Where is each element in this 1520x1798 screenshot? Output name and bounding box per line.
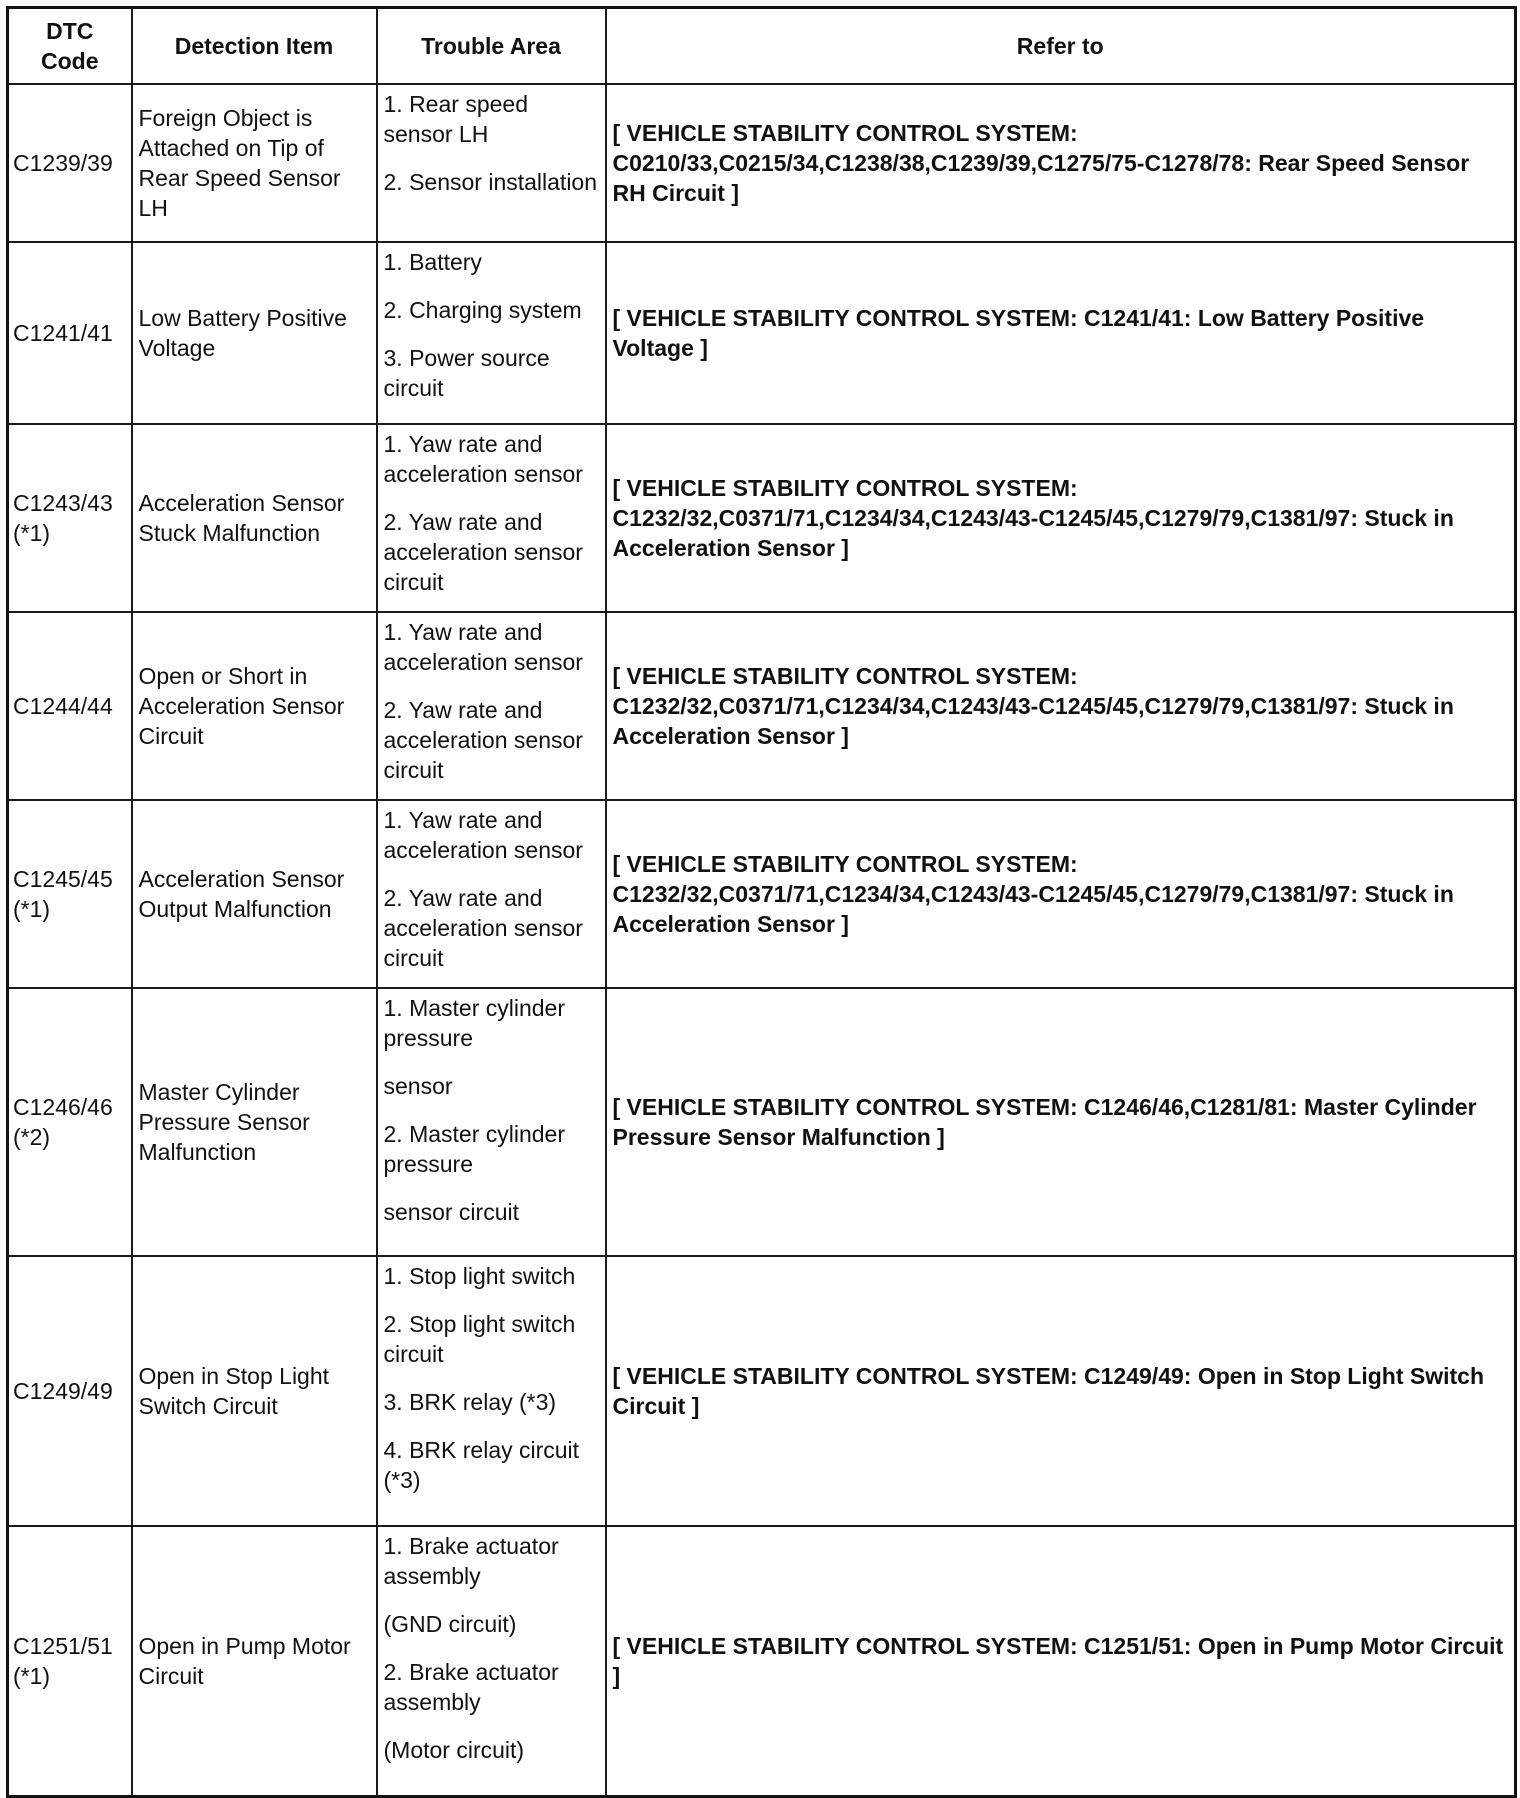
dtc-code-cell: C1245/45 (*1)	[8, 800, 132, 988]
trouble-area-cell	[377, 424, 606, 612]
header-dtc-code: DTC Code	[8, 8, 132, 85]
trouble-area-line: sensor circuit	[383, 1199, 519, 1225]
trouble-area-line: 2. Yaw rate and acceleration sensor circuit	[383, 885, 583, 971]
trouble-area-cell	[377, 242, 606, 424]
trouble-area-cell	[377, 1526, 606, 1796]
refer-to-link[interactable]: [ VEHICLE STABILITY CONTROL SYSTEM: C1232/32,C0371/71,C1234/34,C1243/43-C1245/45,C1279/79,C1381/97: Stuck in Acceleration Sensor ]	[606, 424, 1516, 612]
detection-item-cell: Foreign Object is Attached on Tip of Rear Speed Sensor LH	[132, 84, 377, 242]
refer-to-link[interactable]: [ VEHICLE STABILITY CONTROL SYSTEM: C1241/41: Low Battery Positive Voltage ]	[606, 242, 1516, 424]
trouble-area-line: 1. Stop light switch	[383, 1263, 576, 1289]
detection-item-cell: Acceleration Sensor Stuck Malfunction	[132, 424, 377, 612]
trouble-area-cell	[377, 1256, 606, 1526]
trouble-area-line: 2. Brake actuator assembly	[383, 1659, 559, 1715]
dtc-code-cell: C1251/51 (*1)	[8, 1526, 132, 1796]
dtc-code-cell: C1249/49	[8, 1256, 132, 1526]
detection-item-cell: Open or Short in Acceleration Sensor Circuit	[132, 612, 377, 800]
table-row	[8, 242, 1516, 424]
detection-item-cell: Acceleration Sensor Output Malfunction	[132, 800, 377, 988]
trouble-area-cell	[377, 84, 606, 242]
detection-item-cell: Open in Pump Motor Circuit	[132, 1526, 377, 1796]
detection-item-cell: Master Cylinder Pressure Sensor Malfunction	[132, 988, 377, 1256]
dtc-code-cell: C1244/44	[8, 612, 132, 800]
refer-to-link[interactable]: [ VEHICLE STABILITY CONTROL SYSTEM: C1249/49: Open in Stop Light Switch Circuit ]	[606, 1256, 1516, 1526]
trouble-area-line: sensor	[383, 1073, 453, 1099]
trouble-area-line: 1. Yaw rate and acceleration sensor	[383, 431, 583, 487]
trouble-area-line: 1. Master cylinder pressure	[383, 995, 566, 1051]
trouble-area-line: 1. Brake actuator assembly	[383, 1533, 559, 1589]
header-refer-to: Refer to	[606, 8, 1516, 85]
trouble-area-cell	[377, 612, 606, 800]
trouble-area-line: 1. Rear speed sensor LH	[383, 91, 528, 147]
trouble-area-line: 2. Yaw rate and acceleration sensor circuit	[383, 509, 583, 595]
trouble-area-line: 2. Charging system	[383, 297, 582, 323]
table-row	[8, 1256, 1516, 1526]
trouble-area-line: 2. Stop light switch circuit	[383, 1311, 576, 1367]
header-row	[8, 8, 1516, 85]
table-row	[8, 1526, 1516, 1796]
trouble-area-line: 2. Sensor installation	[383, 169, 598, 195]
dtc-code-cell: C1239/39	[8, 84, 132, 242]
refer-to-link[interactable]: [ VEHICLE STABILITY CONTROL SYSTEM: C1232/32,C0371/71,C1234/34,C1243/43-C1245/45,C1279/79,C1381/97: Stuck in Acceleration Sensor ]	[606, 612, 1516, 800]
trouble-area-line: 4. BRK relay circuit (*3)	[383, 1437, 580, 1493]
trouble-area-line: 1. Battery	[383, 249, 482, 275]
table-row	[8, 84, 1516, 242]
refer-to-link[interactable]: [ VEHICLE STABILITY CONTROL SYSTEM: C1246/46,C1281/81: Master Cylinder Pressure Sensor Malfunction ]	[606, 988, 1516, 1256]
trouble-area-line: (GND circuit)	[383, 1611, 517, 1637]
trouble-area-line: 2. Yaw rate and acceleration sensor circuit	[383, 697, 583, 783]
trouble-area-line: 3. BRK relay (*3)	[383, 1389, 557, 1415]
detection-item-cell: Open in Stop Light Switch Circuit	[132, 1256, 377, 1526]
dtc-table	[6, 6, 1517, 1798]
trouble-area-line: 2. Master cylinder pressure	[383, 1121, 566, 1177]
trouble-area-cell	[377, 988, 606, 1256]
refer-to-link[interactable]: [ VEHICLE STABILITY CONTROL SYSTEM: C1251/51: Open in Pump Motor Circuit ]	[606, 1526, 1516, 1796]
trouble-area-line: (Motor circuit)	[383, 1737, 525, 1763]
detection-item-cell: Low Battery Positive Voltage	[132, 242, 377, 424]
refer-to-link[interactable]: [ VEHICLE STABILITY CONTROL SYSTEM: C1232/32,C0371/71,C1234/34,C1243/43-C1245/45,C1279/79,C1381/97: Stuck in Acceleration Sensor ]	[606, 800, 1516, 988]
trouble-area-cell	[377, 800, 606, 988]
dtc-code-cell: C1241/41	[8, 242, 132, 424]
table-row	[8, 612, 1516, 800]
dtc-table-container	[6, 6, 1514, 1798]
trouble-area-line: 3. Power source circuit	[383, 345, 550, 401]
trouble-area-line: 1. Yaw rate and acceleration sensor	[383, 619, 583, 675]
dtc-code-cell: C1246/46 (*2)	[8, 988, 132, 1256]
header-trouble-area: Trouble Area	[377, 8, 606, 85]
table-row	[8, 988, 1516, 1256]
table-row	[8, 800, 1516, 988]
table-body	[8, 84, 1516, 1796]
header-detection-item: Detection Item	[132, 8, 377, 85]
refer-to-link[interactable]: [ VEHICLE STABILITY CONTROL SYSTEM: C0210/33,C0215/34,C1238/38,C1239/39,C1275/75-C1278/78: Rear Speed Sensor RH Circuit ]	[606, 84, 1516, 242]
table-row	[8, 424, 1516, 612]
trouble-area-line: 1. Yaw rate and acceleration sensor	[383, 807, 583, 863]
dtc-code-cell: C1243/43 (*1)	[8, 424, 132, 612]
